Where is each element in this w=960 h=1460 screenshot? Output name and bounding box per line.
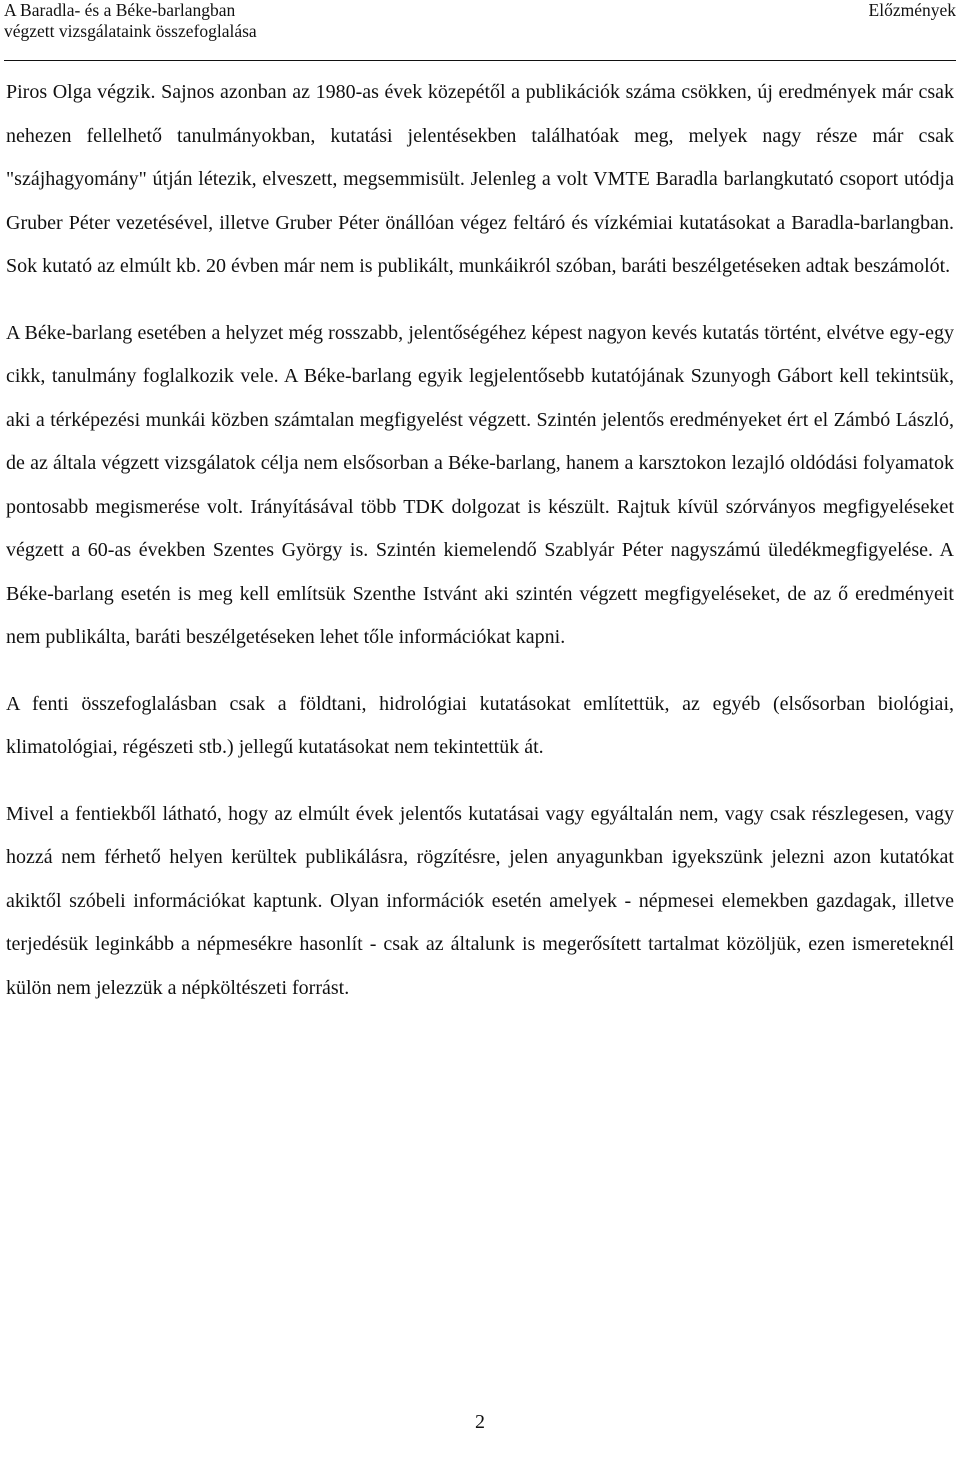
paragraph-4: Mivel a fentiekből látható, hogy az elmúlt évek jelentős kutatásai vagy egyáltalán nem, vagy csak részlegesen, vagy hozzá nem férhető helyen kerültek publikálásra, rögzítésre, jelen anyagunkban igyekszünk jelezni azon kutatókat akiktől szóbeli információkat kaptunk. Olyan információk esetén amelyek - népmesei elemekben gazdagak, illetve terjedésük leginkább a népmesékre hasonlít - csak az általunk is megerősített tartalmat közöljük, ezen ismereteknél külön nem jelezzük a népköltészeti forrást.	[6, 802, 954, 999]
paragraph-1: Piros Olga végzik. Sajnos azonban az 1980-as évek közepétől a publikációk száma csökken, új eredmények már csak nehezen fellelhető tanulmányokban, kutatási jelentésekben találhatóak meg, melyek nagy része már csak "szájhagyomány" útján létezik, elveszett, megsemmisült. Jelenleg a volt VMTE Baradla barlangkutató csoport utódja Gruber Péter vezetésével, illetve Gruber Péter önállóan végez feltáró és vízkémiai kutatásokat a Baradla-barlangban. Sok kutató az elmúlt kb. 20 évben már nem is publikált, munkáikról szóban, baráti beszélgetéseken adtak beszámolót.	[6, 81, 954, 277]
document-title	[4, 0, 257, 42]
body-text	[6, 71, 954, 1033]
document-title-line-1: A Baradla- és a Béke-barlangban	[4, 0, 236, 20]
paragraph-2: A Béke-barlang esetében a helyzet még rosszabb, jelentőségéhez képest nagyon kevés kutatás történt, elvétve egy-egy cikk, tanulmány foglalkozik vele. A Béke-barlang egyik legjelentősebb kutatójának Szunyogh Gábort kell tekintsük, aki a térképezési munkái közben számtalan megfigyelést végzett. Szintén jelentős eredményeket ért el Zámbó László, de az általa végzett vizsgálatok célja nem elsősorban a Béke-barlang, hanem a karsztokon lezajló oldódási folyamatok pontosabb megismerése volt. Irányításával több TDK dolgozat is készült. Rajtuk kívül szórványos megfigyeléseket végzett a 60-as években Szentes György is. Szintén kiemelendő Szablyár Péter nagyszámú üledékmegfigyelése. A Béke-barlang esetén is meg kell említsük Szenthe Istvánt aki szintén végzett megfigyeléseket, de az ő eredményeit nem publikálta, baráti beszélgetéseken lehet tőle információkat kapni.	[6, 321, 954, 648]
page-number: 2	[475, 1411, 485, 1433]
section-title: Előzmények	[868, 0, 956, 20]
document-title-line-2: végzett vizsgálataink összefoglalása	[4, 21, 257, 41]
paragraph-3: A fenti összefoglalásban csak a földtani, hidrológiai kutatásokat említettük, az egyéb (elsősorban biológiai, klimatológiai, régészeti stb.) jellegű kutatásokat nem tekintettük át.	[6, 692, 954, 758]
page-header	[4, 0, 956, 61]
